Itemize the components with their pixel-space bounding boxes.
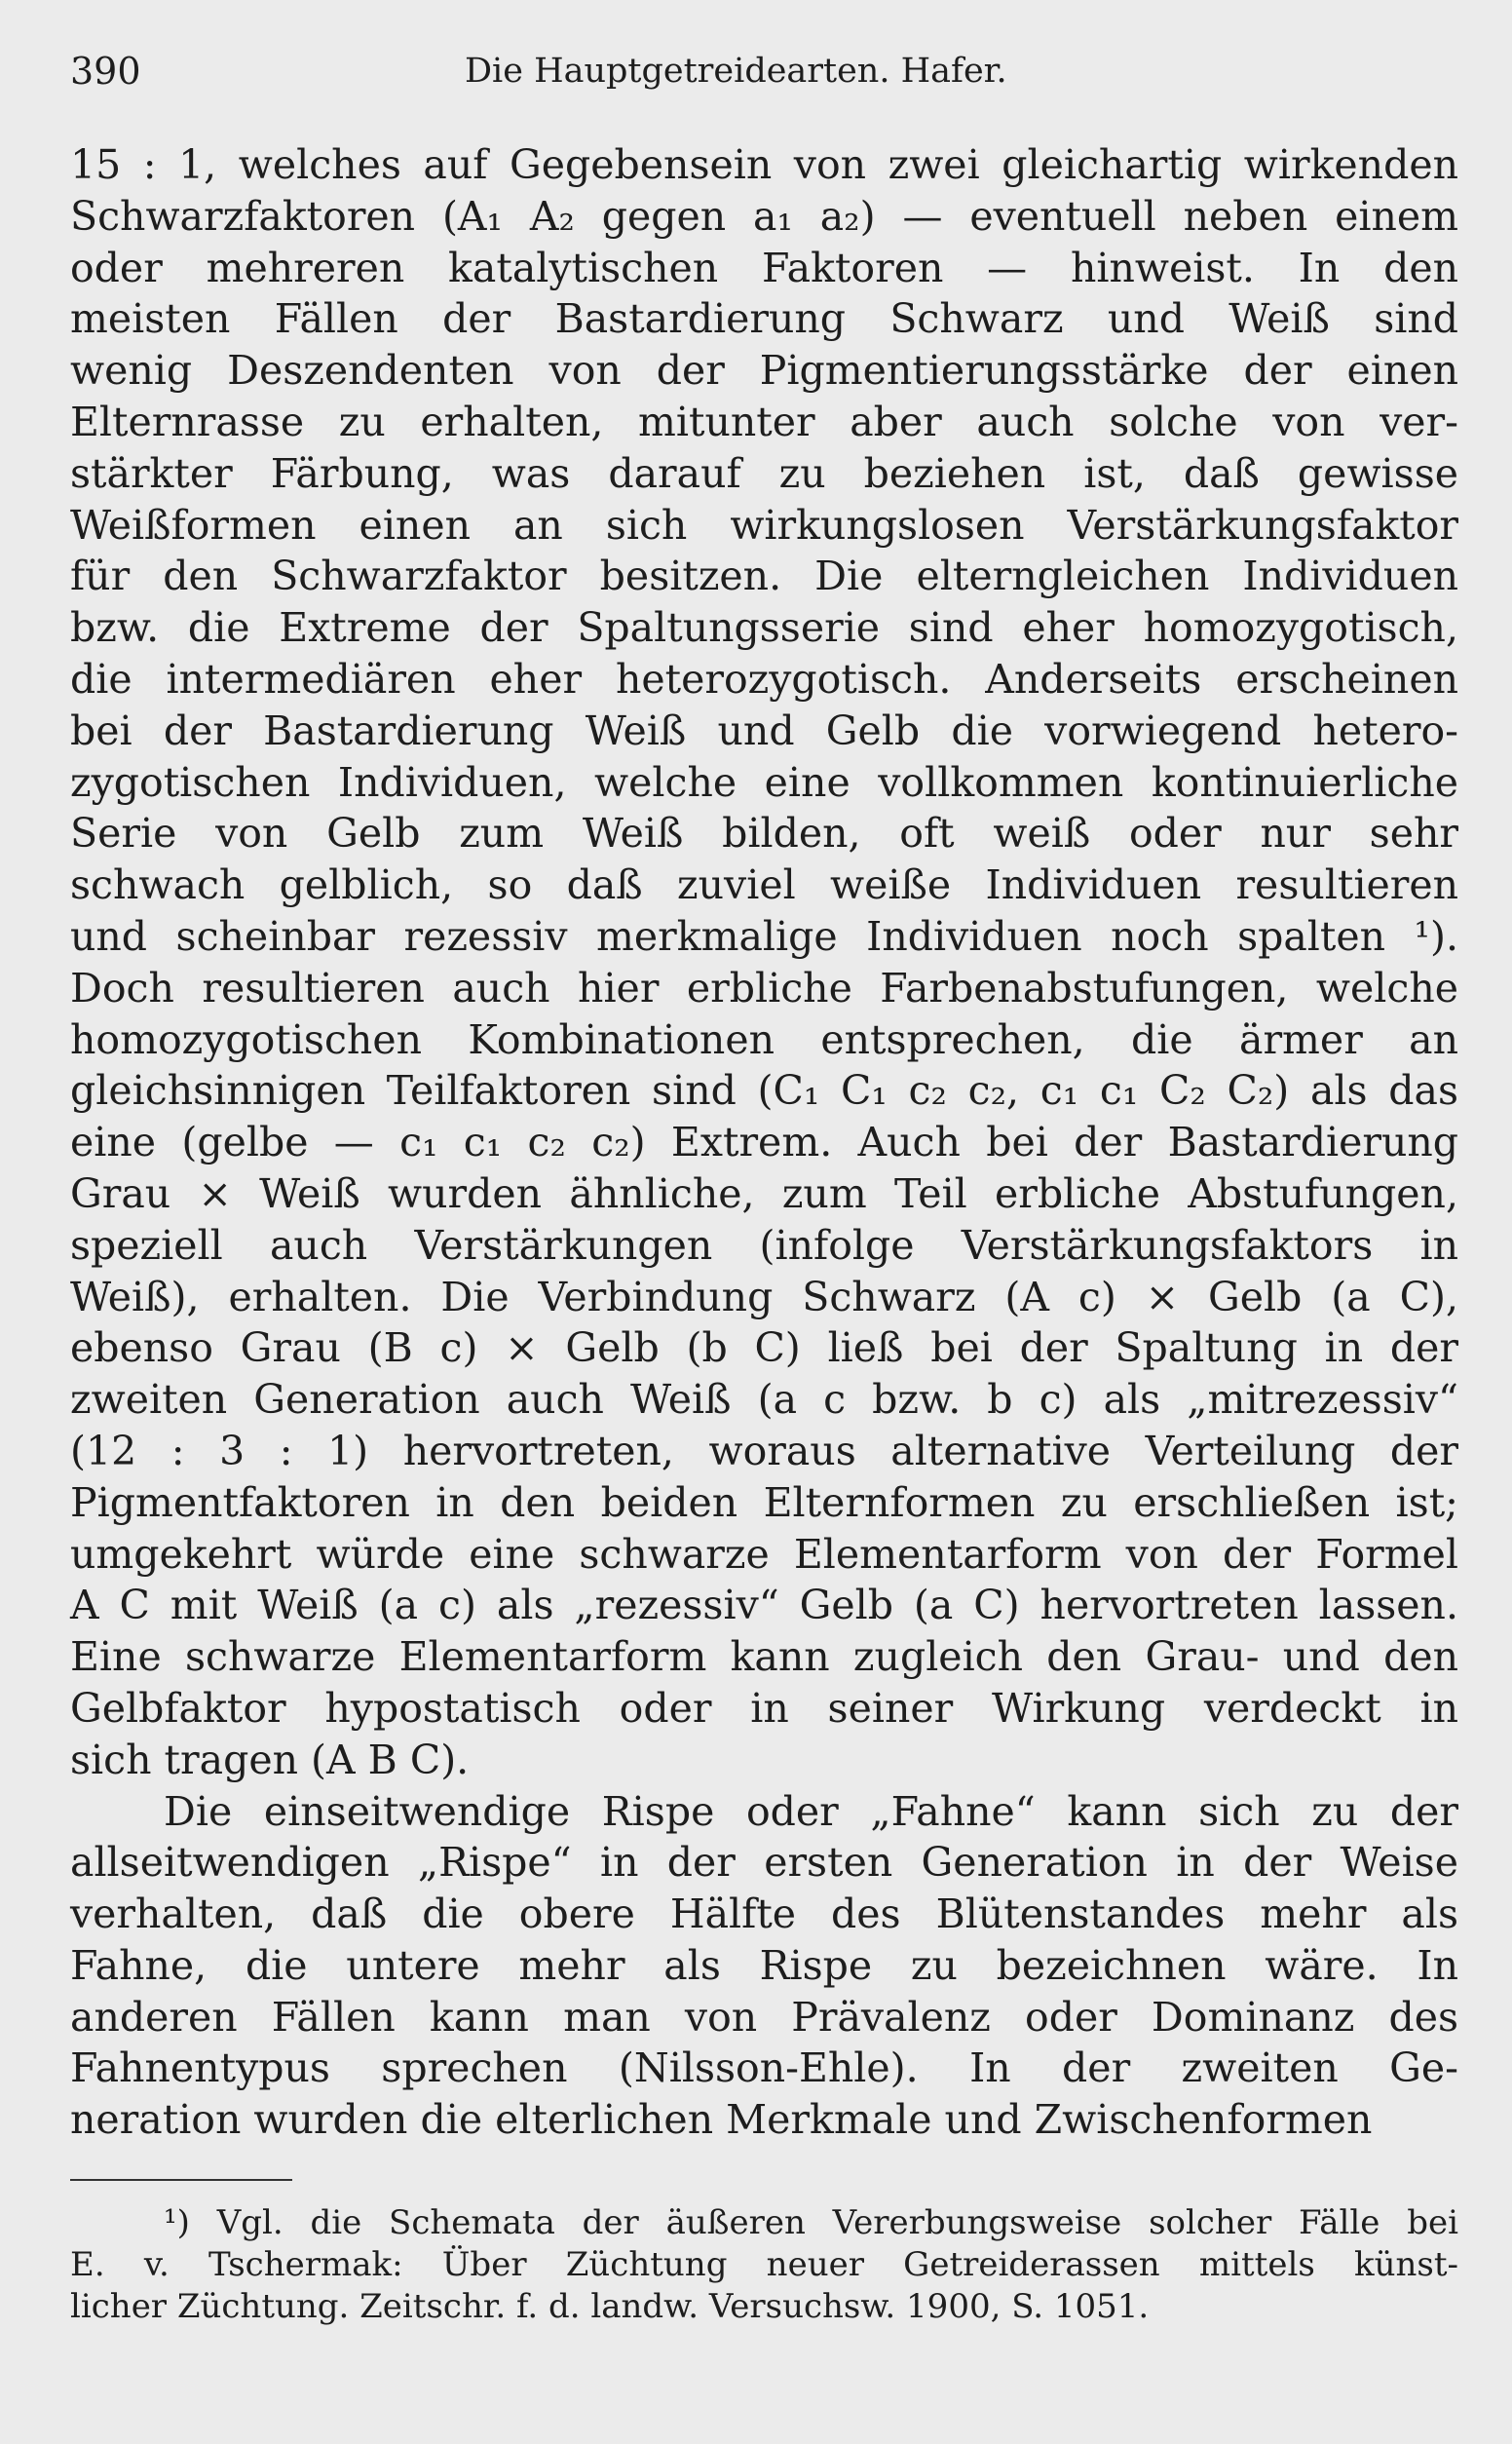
text-line: Weißformen einen an sich wirkungslosen Verstärkungsfaktor bbox=[70, 501, 1458, 549]
text-line: eine (gelbe — c₁ c₁ c₂ c₂) Extrem. Auch bei der Bastardierung bbox=[70, 1119, 1458, 1166]
text-line: Doch resultieren auch hier erbliche Farbenabstufungen, welche bbox=[70, 964, 1458, 1012]
text-line: oder mehreren katalytischen Faktoren — hinweist. In den bbox=[70, 244, 1458, 291]
text-line: Fahne, die untere mehr als Rispe zu bezeichnen wäre. In bbox=[70, 1941, 1458, 1989]
text-line: Weiß), erhalten. Die Verbindung Schwarz (A c) × Gelb (a C), bbox=[70, 1273, 1458, 1320]
text-line: ebenso Grau (B c) × Gelb (b C) ließ bei der Spaltung in der bbox=[70, 1324, 1458, 1372]
text-line: (12 : 3 : 1) hervortreten, woraus alternative Verteilung der bbox=[70, 1427, 1458, 1474]
text-line: zweiten Generation auch Weiß (a c bzw. b c) als „mitrezessiv“ bbox=[70, 1376, 1458, 1424]
paragraph-2 bbox=[70, 1786, 1458, 2147]
text-line: die intermediären eher heterozygotisch. Anderseits erscheinen bbox=[70, 655, 1458, 703]
text-line: schwach gelblich, so daß zuviel weiße Individuen resultieren bbox=[70, 861, 1458, 909]
text-line: Serie von Gelb zum Weiß bilden, oft weiß oder nur sehr bbox=[70, 810, 1458, 858]
running-title: Die Hauptgetreidearten. Hafer. bbox=[465, 52, 1007, 91]
text-line: Elternrasse zu erhalten, mitunter aber auch solche von ver- bbox=[70, 398, 1458, 445]
page-number: 390 bbox=[70, 50, 141, 93]
text-line: zygotischen Individuen, welche eine vollkommen kontinuierliche bbox=[70, 758, 1458, 806]
text-line: sich tragen (A B C). bbox=[70, 1736, 470, 1783]
text-line: und scheinbar rezessiv merkmalige Individuen noch spalten ¹). bbox=[70, 912, 1458, 960]
text-line: Schwarzfaktoren (A₁ A₂ gegen a₁ a₂) — eventuell neben einem bbox=[70, 192, 1458, 240]
text-line: Die einseitwendige Rispe oder „Fahne“ kann sich zu der bbox=[164, 1787, 1458, 1835]
body-text bbox=[70, 139, 1458, 2146]
paragraph-1 bbox=[70, 139, 1458, 1786]
text-line: verhalten, daß die obere Hälfte des Blütenstandes mehr als bbox=[70, 1890, 1458, 1938]
text-line: bei der Bastardierung Weiß und Gelb die vorwiegend hetero- bbox=[70, 706, 1458, 754]
text-line: A C mit Weiß (a c) als „rezessiv“ Gelb (a C) hervortreten lassen. bbox=[70, 1582, 1458, 1629]
text-line: wenig Deszendenten von der Pigmentierungsstärke der einen bbox=[70, 347, 1458, 395]
text-line: speziell auch Verstärkungen (infolge Verstärkungsfaktors in bbox=[70, 1221, 1458, 1269]
text-line: 15 : 1, welches auf Gegebensein von zwei gleichartig wirkenden bbox=[70, 141, 1458, 188]
text-line: Eine schwarze Elementarform kann zugleich den Grau- und den bbox=[70, 1633, 1458, 1681]
text-line: neration wurden die elterlichen Merkmale und Zwischenformen bbox=[70, 2096, 1373, 2144]
text-line: meisten Fällen der Bastardierung Schwarz und Weiß sind bbox=[70, 295, 1458, 343]
text-line: stärkter Färbung, was darauf zu beziehen ist, daß gewisse bbox=[70, 449, 1458, 497]
text-line: anderen Fällen kann man von Prävalenz oder Dominanz des bbox=[70, 1993, 1458, 2041]
text-line: homozygotischen Kombinationen entsprechen, die ärmer an bbox=[70, 1015, 1458, 1063]
text-line: ¹) Vgl. die Schemata der äußeren Vererbungsweise solcher Fälle bei bbox=[164, 2203, 1458, 2242]
text-line: Pigmentfaktoren in den beiden Elternformen zu erschließen ist; bbox=[70, 1478, 1458, 1526]
footnote-divider bbox=[70, 2179, 292, 2181]
text-line: Gelbfaktor hypostatisch oder in seiner Wirkung verdeckt in bbox=[70, 1684, 1458, 1732]
text-line: E. v. Tschermak: Über Züchtung neuer Getreiderassen mittels künst- bbox=[70, 2245, 1458, 2284]
text-line: für den Schwarzfaktor besitzen. Die elterngleichen Individuen bbox=[70, 553, 1458, 600]
text-line: Fahnentypus sprechen (Nilsson-Ehle). In der zweiten Ge- bbox=[70, 2044, 1458, 2092]
text-line: bzw. die Extreme der Spaltungsserie sind eher homozygotisch, bbox=[70, 604, 1458, 652]
text-line: umgekehrt würde eine schwarze Elementarform von der Formel bbox=[70, 1530, 1458, 1578]
text-line: gleichsinnigen Teilfaktoren sind (C₁ C₁ c₂ c₂, c₁ c₁ C₂ C₂) als das bbox=[70, 1067, 1458, 1115]
text-line: Grau × Weiß wurden ähnliche, zum Teil erbliche Abstufungen, bbox=[70, 1169, 1458, 1217]
text-line: licher Züchtung. Zeitschr. f. d. landw. Versuchsw. 1900, S. 1051. bbox=[70, 2287, 1150, 2326]
text-line: allseitwendigen „Rispe“ in der ersten Generation in der Weise bbox=[70, 1839, 1458, 1887]
footnote bbox=[70, 2202, 1458, 2328]
